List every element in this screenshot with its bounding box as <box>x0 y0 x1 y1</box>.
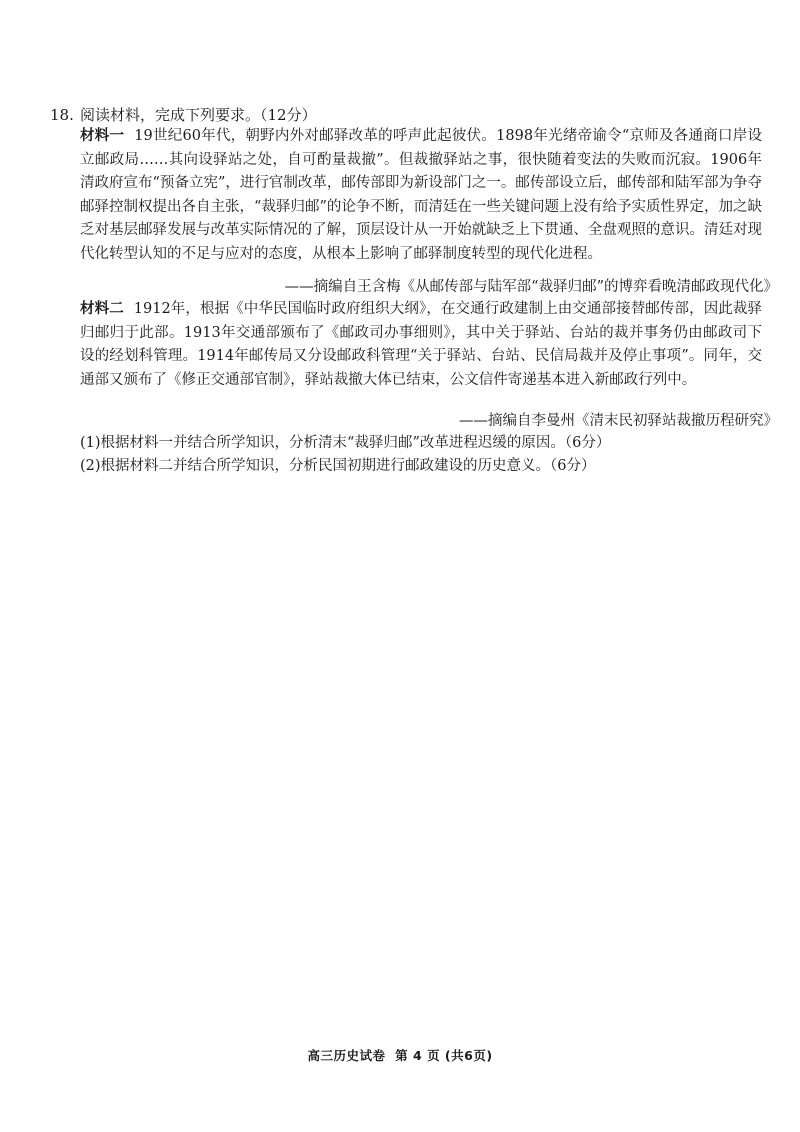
page-footer <box>0 1046 800 1064</box>
material-one-source: ——摘编自王含梅《从邮传部与陆军部“裁驿归邮”的博弈看晚清邮政现代化》 <box>284 279 778 295</box>
material-one-label: 材料一 <box>80 128 125 144</box>
material-two-text: 1912年，根据《中华民国临时政府组织大纲》，在交通行政建制上由交通部接替邮传部，因此裁驿归邮归于此部。1913年交通部颁布了《邮政司办事细则》，其中关于驿站、台站的裁并事务仍由邮政司下设的经划科管理。1914年邮传局又分设邮政科管理“关于驿站、台站、民信局裁并及停止事项”。同年，交通部又颁布了《修正交通部官制》，驿站裁撤大体已结束，公文信件寄递基本进入新邮政行列中。 <box>80 301 762 388</box>
sub-question-2: (2)根据材料二并结合所学知识，分析民国初期进行邮政建设的历史意义。（6分） <box>80 458 596 474</box>
material-one <box>80 125 762 266</box>
footer-subject: 高三历史试卷 <box>307 1048 386 1063</box>
footer-page-number: 第 4 页 (共6页) <box>395 1048 493 1063</box>
question-number: 18. <box>50 106 74 124</box>
sub-question-1: (1)根据材料一并结合所学知识，分析清末“裁驿归邮”改革进程迟缓的原因。（6分） <box>80 435 611 451</box>
material-two-source: ——摘编自李曼州《清末民初驿站裁撤历程研究》 <box>459 413 778 429</box>
material-two <box>80 298 762 392</box>
material-two-label: 材料二 <box>80 301 124 317</box>
question-header <box>50 103 760 127</box>
question-instruction: 阅读材料，完成下列要求。（12分） <box>80 106 317 124</box>
material-one-text: 19世纪60年代，朝野内外对邮驿改革的呼声此起彼伏。1898年光绪帝谕令“京师及各通商口岸设立邮政局……其向设驿站之处，自可酌量裁撤”。但裁撤驿站之事，很快随着变法的失败而沉寂。1906年清政府宣布“预备立宪”，进行官制改革，邮传部即为新设部门之一。邮传部设立后，邮传部和陆军部为争夺邮驿控制权提出各自主张，“裁驿归邮”的论争不断，而清廷在一些关键问题上没有给予实质性界定，加之缺乏对基层邮驿发展与改革实际情况的了解，顶层设计从一开始就缺乏上下贯通、全盘观照的意识。清廷对现代化转型认知的不足与应对的态度，从根本上影响了邮驿制度转型的现代化进程。 <box>80 128 763 262</box>
